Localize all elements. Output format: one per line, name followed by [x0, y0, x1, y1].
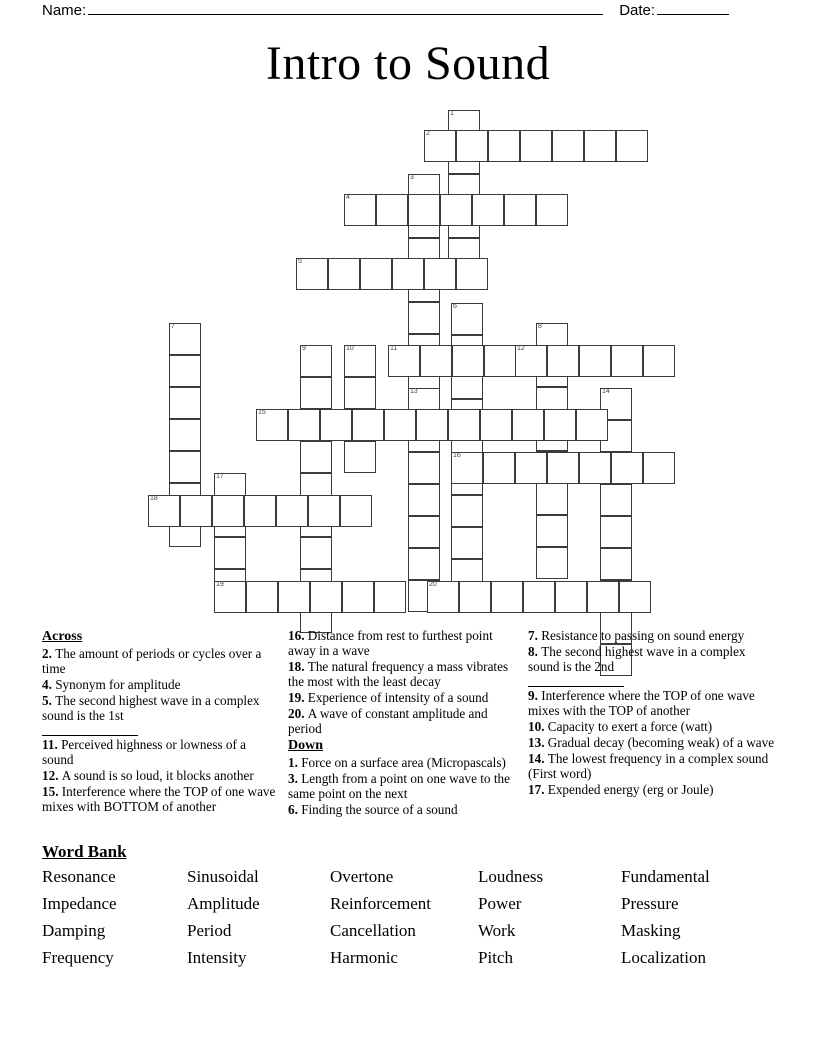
- grid-clue-number: 13: [410, 388, 418, 395]
- across-clue-list-part1: [42, 646, 280, 814]
- clue-column-2: [288, 628, 520, 818]
- grid-cell[interactable]: [616, 130, 648, 162]
- grid-cell[interactable]: [344, 441, 376, 473]
- grid-cell[interactable]: [523, 581, 555, 613]
- word-bank-item: Localization: [621, 948, 706, 967]
- grid-cell[interactable]: [427, 581, 459, 613]
- grid-cell[interactable]: [451, 303, 483, 335]
- grid-clue-number: 12: [517, 345, 525, 352]
- grid-cell[interactable]: [169, 355, 201, 387]
- grid-cell[interactable]: [440, 194, 472, 226]
- grid-cell[interactable]: [288, 409, 320, 441]
- grid-cell[interactable]: [180, 495, 212, 527]
- clue-item: [528, 719, 778, 734]
- grid-cell[interactable]: [600, 548, 632, 580]
- clue-item: [528, 735, 778, 750]
- grid-cell[interactable]: [504, 194, 536, 226]
- grid-cell[interactable]: [587, 581, 619, 613]
- word-bank-item: Period: [187, 921, 232, 940]
- grid-cell[interactable]: [600, 516, 632, 548]
- grid-cell[interactable]: [342, 581, 374, 613]
- grid-cell[interactable]: [515, 345, 547, 377]
- grid-cell[interactable]: [456, 258, 488, 290]
- grid-cell[interactable]: [555, 581, 587, 613]
- grid-clue-number: 4: [346, 194, 350, 201]
- clue-text: Distance from rest to furthest point away in a wave: [288, 628, 493, 658]
- clue-item: [288, 771, 520, 801]
- word-bank-item: Cancellation: [330, 921, 416, 940]
- word-bank-item: Sinusoidal: [187, 867, 259, 886]
- word-bank-item: Power: [478, 894, 522, 913]
- clue-number: 19.: [288, 690, 308, 705]
- clue-item: [288, 659, 520, 689]
- grid-cell[interactable]: [451, 527, 483, 559]
- grid-cell[interactable]: [424, 258, 456, 290]
- clue-text: A wave of constant amplitude and period: [288, 706, 488, 736]
- clue-item: [288, 628, 520, 658]
- word-bank-item: Frequency: [42, 948, 114, 967]
- grid-cell[interactable]: [520, 130, 552, 162]
- grid-cell[interactable]: [547, 345, 579, 377]
- grid-cell[interactable]: [352, 409, 384, 441]
- clue-number: 9.: [528, 688, 542, 703]
- grid-cell[interactable]: [416, 409, 448, 441]
- grid-clue-number: 5: [298, 258, 302, 265]
- grid-cell[interactable]: [459, 581, 491, 613]
- grid-cell[interactable]: [300, 345, 332, 377]
- grid-cell[interactable]: [491, 581, 523, 613]
- grid-clue-number: 18: [150, 495, 158, 502]
- grid-cell[interactable]: [643, 345, 675, 377]
- grid-cell[interactable]: [408, 452, 440, 484]
- grid-cell[interactable]: [148, 495, 180, 527]
- grid-cell[interactable]: [169, 323, 201, 355]
- clue-item: [528, 628, 778, 643]
- clue-text: Finding the source of a sound: [301, 802, 458, 817]
- clue-item: [528, 644, 778, 674]
- clue-item: [288, 802, 520, 817]
- clue-text: Gradual decay (becoming weak) of a wave: [547, 735, 775, 750]
- grid-cell[interactable]: [451, 452, 483, 484]
- clue-number: 15.: [42, 784, 62, 799]
- word-bank-item: Impedance: [42, 894, 117, 913]
- grid-cell[interactable]: [169, 419, 201, 451]
- grid-cell[interactable]: [212, 495, 244, 527]
- clue-number: 16.: [288, 628, 308, 643]
- grid-clue-number: 3: [410, 174, 414, 181]
- page-title: Intro to Sound: [265, 37, 551, 90]
- clue-number: 17.: [528, 782, 548, 797]
- word-bank-item: Work: [478, 921, 516, 940]
- clue-item: [42, 677, 280, 692]
- grid-cell[interactable]: [576, 409, 608, 441]
- clue-number: 3.: [288, 771, 302, 786]
- grid-cell[interactable]: [246, 581, 278, 613]
- clues-section: [42, 628, 782, 828]
- grid-cell[interactable]: [300, 441, 332, 473]
- grid-cell[interactable]: [376, 194, 408, 226]
- grid-cell[interactable]: [408, 548, 440, 580]
- word-bank-item: Amplitude: [187, 894, 260, 913]
- grid-cell[interactable]: [408, 194, 440, 226]
- grid-cell[interactable]: [320, 409, 352, 441]
- clue-text: Interference where the TOP of one wave mixes with the TOP of another: [528, 688, 755, 718]
- word-bank-item: Reinforcement: [330, 894, 432, 913]
- clue-item: [288, 690, 520, 705]
- clue-text: Synonym for amplitude: [55, 677, 181, 692]
- grid-cell[interactable]: [515, 452, 547, 484]
- grid-cell[interactable]: [408, 484, 440, 516]
- grid-cell[interactable]: [483, 452, 515, 484]
- grid-clue-number: 15: [258, 409, 266, 416]
- grid-cell[interactable]: [536, 515, 568, 547]
- word-bank-section: [42, 842, 782, 968]
- grid-cell[interactable]: [484, 345, 516, 377]
- grid-cell[interactable]: [296, 258, 328, 290]
- grid-clue-number: 8: [538, 323, 542, 330]
- clue-text: Interference where the TOP of one wave mixes with BOTTOM of another: [42, 784, 276, 814]
- word-bank-item: Fundamental: [621, 867, 710, 886]
- clue-item: [42, 646, 280, 676]
- grid-cell[interactable]: [448, 409, 480, 441]
- clue-text: The amount of periods or cycles over a time: [42, 646, 262, 676]
- grid-cell[interactable]: [600, 484, 632, 516]
- clue-item: [288, 755, 520, 770]
- grid-cell[interactable]: [536, 547, 568, 579]
- word-bank-item: Masking: [621, 921, 681, 940]
- clue-column-3: [528, 628, 778, 798]
- grid-cell[interactable]: [611, 345, 643, 377]
- grid-cell[interactable]: [374, 581, 406, 613]
- clue-number: 20.: [288, 706, 308, 721]
- grid-cell[interactable]: [214, 581, 246, 613]
- grid-cell[interactable]: [392, 258, 424, 290]
- clue-number: 7.: [528, 628, 542, 643]
- grid-cell[interactable]: [544, 409, 576, 441]
- clue-text: A sound is so loud, it blocks another: [61, 768, 254, 783]
- clue-answer-blank[interactable]: [42, 725, 138, 736]
- down-clue-list-part1: [288, 755, 520, 817]
- clue-item: [528, 782, 778, 797]
- clue-number: 11.: [42, 737, 62, 752]
- clue-item: [42, 693, 280, 723]
- grid-clue-number: 1: [450, 110, 454, 117]
- clue-text: Perceived highness or lowness of a sound: [42, 737, 247, 767]
- grid-cell[interactable]: [169, 451, 201, 483]
- grid-cell[interactable]: [547, 452, 579, 484]
- clue-text: The second highest wave in a complex sound is the 2nd: [528, 644, 746, 674]
- clue-text: Experience of intensity of a sound: [307, 690, 489, 705]
- word-bank-heading: Word Bank: [42, 842, 127, 861]
- grid-clue-number: 19: [216, 581, 224, 588]
- grid-cell[interactable]: [360, 258, 392, 290]
- clue-number: 4.: [42, 677, 56, 692]
- grid-cell[interactable]: [169, 387, 201, 419]
- clue-item: [528, 751, 778, 781]
- grid-cell[interactable]: [451, 495, 483, 527]
- word-bank-item: Resonance: [42, 867, 116, 886]
- grid-clue-number: 6: [453, 303, 457, 310]
- grid-cell[interactable]: [344, 345, 376, 377]
- clue-item: [42, 784, 280, 814]
- clue-number: 18.: [288, 659, 308, 674]
- across-clue-list-part2: [288, 628, 520, 736]
- grid-clue-number: 9: [302, 345, 306, 352]
- clue-item: [288, 706, 520, 736]
- grid-clue-number: 7: [171, 323, 175, 330]
- grid-cell[interactable]: [536, 483, 568, 515]
- grid-cell[interactable]: [344, 194, 376, 226]
- grid-cell[interactable]: [328, 258, 360, 290]
- grid-cell[interactable]: [420, 345, 452, 377]
- grid-cell[interactable]: [276, 495, 308, 527]
- grid-cell[interactable]: [619, 581, 651, 613]
- grid-cell[interactable]: [643, 452, 675, 484]
- grid-clue-number: 16: [453, 452, 461, 459]
- grid-clue-number: 14: [602, 388, 610, 395]
- grid-cell[interactable]: [611, 452, 643, 484]
- clue-number: 6.: [288, 802, 302, 817]
- grid-cell[interactable]: [552, 130, 584, 162]
- grid-cell[interactable]: [452, 345, 484, 377]
- grid-cell[interactable]: [388, 345, 420, 377]
- clue-column-1: [42, 628, 280, 815]
- grid-cell[interactable]: [310, 581, 342, 613]
- clue-text: Force on a surface area (Micropascals): [301, 755, 506, 770]
- grid-cell[interactable]: [480, 409, 512, 441]
- clue-number: 10.: [528, 719, 548, 734]
- grid-cell[interactable]: [214, 537, 246, 569]
- grid-cell[interactable]: [536, 194, 568, 226]
- clue-number: 5.: [42, 693, 56, 708]
- clue-number: 8.: [528, 644, 542, 659]
- across-heading: Across: [42, 629, 83, 644]
- word-bank-item: Intensity: [187, 948, 247, 967]
- clue-number: 14.: [528, 751, 548, 766]
- word-bank-item: Pressure: [621, 894, 679, 913]
- grid-clue-number: 10: [346, 345, 354, 352]
- grid-cell[interactable]: [340, 495, 372, 527]
- grid-cell[interactable]: [472, 194, 504, 226]
- date-label: Date:: [619, 2, 656, 19]
- grid-cell[interactable]: [278, 581, 310, 613]
- grid-cell[interactable]: [308, 495, 340, 527]
- clue-number: 1.: [288, 755, 302, 770]
- grid-cell[interactable]: [579, 452, 611, 484]
- clue-text: Capacity to exert a force (watt): [547, 719, 713, 734]
- grid-cell[interactable]: [244, 495, 276, 527]
- grid-cell[interactable]: [579, 345, 611, 377]
- clue-number: 2.: [42, 646, 56, 661]
- grid-cell[interactable]: [256, 409, 288, 441]
- word-bank-list: [42, 866, 782, 968]
- grid-cell[interactable]: [584, 130, 616, 162]
- clue-number: 13.: [528, 735, 548, 750]
- word-bank-item: Pitch: [478, 948, 513, 967]
- clue-text: The natural frequency a mass vibrates the most with the least decay: [288, 659, 509, 689]
- grid-clue-number: 17: [216, 473, 224, 480]
- grid-cell[interactable]: [300, 377, 332, 409]
- grid-clue-number: 20: [429, 581, 437, 588]
- word-bank-item: Overtone: [330, 867, 394, 886]
- grid-cell[interactable]: [408, 302, 440, 334]
- clue-text: Resistance to passing on sound energy: [541, 628, 745, 643]
- clue-number: 12.: [42, 768, 62, 783]
- clue-answer-blank[interactable]: [528, 676, 624, 687]
- grid-cell[interactable]: [456, 130, 488, 162]
- word-bank-item: Loudness: [478, 867, 544, 886]
- grid-cell[interactable]: [488, 130, 520, 162]
- grid-cell[interactable]: [344, 377, 376, 409]
- clue-item: [42, 737, 280, 767]
- name-label: Name:: [42, 2, 87, 19]
- clue-text: The second highest wave in a complex sound is the 1st: [42, 693, 260, 723]
- grid-cell[interactable]: [300, 537, 332, 569]
- clue-text: The lowest frequency in a complex sound (First word): [528, 751, 769, 781]
- clue-item: [528, 688, 778, 718]
- clue-item: [42, 768, 280, 783]
- grid-cell[interactable]: [424, 130, 456, 162]
- down-heading: Down: [288, 738, 324, 753]
- down-clue-list-part2: [528, 628, 778, 797]
- grid-cell[interactable]: [512, 409, 544, 441]
- word-bank-item: Harmonic: [330, 948, 398, 967]
- clue-text: Expended energy (erg or Joule): [547, 782, 714, 797]
- grid-clue-number: 11: [390, 345, 398, 352]
- grid-cell[interactable]: [384, 409, 416, 441]
- grid-cell[interactable]: [408, 516, 440, 548]
- grid-clue-number: 2: [426, 130, 430, 137]
- word-bank-item: Damping: [42, 921, 106, 940]
- clue-text: Length from a point on one wave to the same point on the next: [288, 771, 510, 801]
